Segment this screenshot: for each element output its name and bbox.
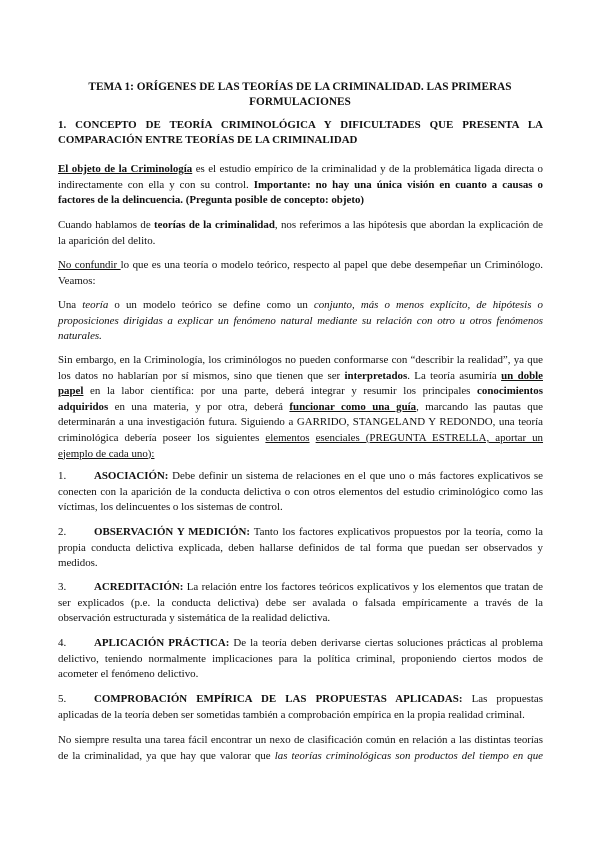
text-line: papel en la labor científica: por una parte, deberá integrar y resumir los principales conocimientos [58, 385, 543, 398]
text-line: criminológica debería poseer los siguientes elementos esenciales (PREGUNTA ESTRELLA, aportar un [58, 431, 544, 444]
text-line: factores de la delincuencia. (Pregunta posible de concepto: objeto) [58, 194, 365, 207]
text-line: 5. COMPROBACIÓN EMPÍRICA DE LAS PROPUESTAS APLICADAS: Las propuestas [58, 693, 544, 705]
text-line: indirectamente con ella y con su control. Importante: no hay una única visión en cuanto a causas o [58, 178, 543, 191]
text-line: acometer el fenómeno delictivo. [58, 668, 199, 681]
text-line: de la criminalidad, ya que hay que valorar que las teorías criminológicas son productos del tiempo en que [58, 749, 543, 762]
paragraph-teorias [58, 218, 543, 249]
text-line: Cuando hablamos de teorías de la criminalidad, nos referimos a las hipótesis que abordan la explicación de [58, 219, 543, 231]
text-line: adquiridos en una materia, y por otra, deberá funcionar como una guía, marcando las pautas que [58, 400, 544, 413]
text-line: 4. APLICACIÓN PRÁCTICA: De la teoría deben derivarse ciertas soluciones prácticas al problema [58, 637, 543, 649]
text-line: 3. ACREDITACIÓN: La relación entre los factores teóricos explicativos y los elementos que tratan de [58, 581, 543, 593]
text-line: determinarán a una investigación futura. Siguiendo a GARRIDO, STANGELAND Y REDONDO, una teoría [58, 416, 543, 429]
list-item-observacion [58, 525, 543, 572]
text-line: Sin embargo, en la Criminología, los criminólogos no pueden conformarse con “describir la realidad”, ya que [58, 354, 543, 366]
text-line: Una teoría o un modelo teórico se define como un conjunto, más o menos explícito, de hipótesis o [58, 299, 543, 311]
text-line: víctimas, los delincuentes o los sistemas de control. [58, 501, 283, 514]
text-line: medidos. [58, 557, 98, 570]
text-line: Veamos: [58, 274, 96, 287]
list-item-acreditacion [58, 580, 543, 627]
text-line: ejemplo de cada uno): [58, 447, 155, 460]
text-line: observación estructurada y sistemática de la realidad delictiva. [58, 612, 331, 625]
paragraph-no-siempre [58, 733, 543, 764]
text-line: proposiciones dirigidas a explicar un fenómeno natural mediante su relación con otro u otros fenómenos [58, 314, 543, 327]
text-line: No siempre resulta una tarea fácil encontrar un nexo de clasificación común en relación a las distintas teorías [58, 734, 543, 746]
text-line: El objeto de la Criminología es el estudio empírico de la criminalidad y de la problemática ligada directa o [58, 163, 543, 175]
text-line: naturales. [58, 330, 102, 343]
paragraph-definicion-teoria [58, 298, 543, 345]
text-line: aplicadas de la teoría deben ser sometidas también a comprobación empírica en la propia realidad criminal. [58, 708, 525, 721]
text-line: conecten con la aparición de la conducta delictiva o con otros elementos del estudio criminológico como las [58, 485, 543, 498]
paragraph-sin-embargo [58, 353, 543, 462]
text-line: 1. ASOCIACIÓN: Debe definir un sistema de relaciones en el que uno o más factores explicativos se [58, 470, 543, 482]
text-line: la aparición del delito. [58, 234, 156, 247]
section-heading: 1. CONCEPTO DE TEORÍA CRIMINOLÓGICA Y DIFICULTADES QUE PRESENTA LA COMPARACIÓN ENTRE TEORÍAS DE LA CRIMINALIDAD [58, 119, 543, 146]
text-line: ser explicados (p.e. la conducta delictiva) debe ser avalada o falsada empíricamente a través de la [58, 596, 543, 609]
page-title: TEMA 1: ORÍGENES DE LAS TEORÍAS DE LA CRIMINALIDAD. LAS PRIMERAS FORMULACIONES [88, 81, 512, 108]
list-item-comprobacion [58, 692, 543, 723]
text-line: los datos no hablarían por sí mismos, sino que tienen que ser interpretados. La teoría asumiría un doble [58, 369, 543, 382]
text-line: propia conducta delictiva explicada, deben hallarse definidos de tal forma que puedan ser observados y [58, 541, 543, 554]
paragraph-no-confundir [58, 258, 543, 289]
paragraph-objeto [58, 162, 543, 209]
text-line: 2. OBSERVACIÓN Y MEDICIÓN: Tanto los factores explicativos propuestos por la teoría, como la [58, 526, 543, 538]
text-line: No confundir lo que es una teoría o modelo teórico, respecto al papel que debe desempeñar un Criminólogo. [58, 259, 543, 271]
list-item-asociacion [58, 469, 543, 516]
text-line: delictivo, teniendo normalmente implicaciones para la política criminal, proponiendo ciertos modos de [58, 652, 543, 665]
list-item-aplicacion [58, 636, 543, 683]
